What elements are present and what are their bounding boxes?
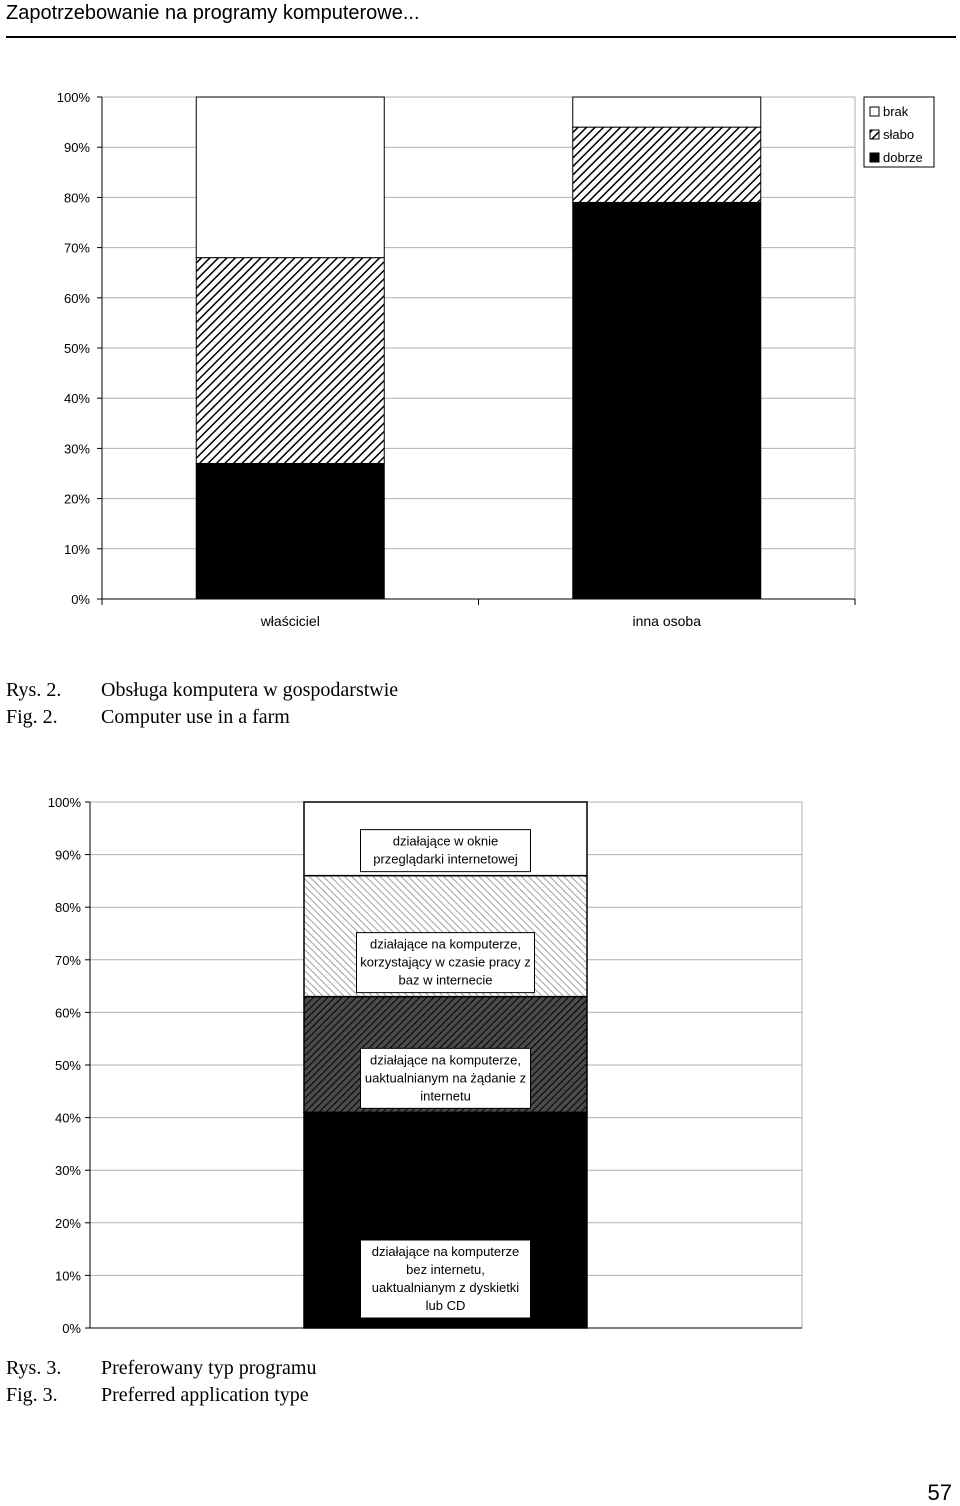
legend-swatch-brak	[870, 107, 879, 116]
chart-application-type	[0, 780, 960, 1340]
y-tick-label: 50%	[54, 1058, 81, 1073]
data-label-line: internetu	[420, 1088, 471, 1104]
y-tick-label: 60%	[63, 290, 90, 306]
y-tick-label: 70%	[63, 240, 90, 256]
y-tick-label: 10%	[63, 541, 90, 557]
bar-dobrze-1	[573, 202, 761, 599]
caption-label-en: Fig. 2.	[6, 706, 58, 728]
y-tick-label: 60%	[54, 1005, 81, 1021]
y-tick-label: 30%	[63, 441, 90, 457]
data-label-line: działające na komputerze	[371, 1244, 520, 1259]
chart-computer-use	[0, 0, 960, 650]
data-label-3	[361, 830, 531, 872]
y-tick-label: 100%	[56, 90, 90, 105]
y-tick-label: 20%	[63, 491, 90, 507]
y-tick-label: 50%	[63, 341, 90, 356]
data-label-line: działające w oknie	[392, 833, 499, 849]
legend-label: słabo	[883, 127, 915, 142]
running-header: Zapotrzebowanie na programy komputerowe...	[6, 2, 420, 24]
y-tick-label: 40%	[63, 391, 90, 407]
legend-label: dobrze	[883, 150, 923, 165]
data-label-line: uaktualnianym z dyskietki	[371, 1280, 520, 1295]
data-label-line: bez internetu,	[406, 1262, 485, 1277]
caption-label-pl: Rys. 2.	[6, 679, 62, 701]
y-tick-label: 20%	[54, 1215, 81, 1231]
y-tick-label: 100%	[47, 795, 81, 810]
y-tick-label: 0%	[62, 1321, 81, 1336]
x-category-label: inna osoba	[632, 613, 702, 629]
page-number: 57	[927, 1480, 952, 1505]
data-label-line: uaktualnianym na żądanie z	[364, 1070, 527, 1086]
data-label-line: korzystający w czasie pracy z	[360, 954, 531, 970]
legend-label: brak	[883, 104, 909, 119]
caption-text-pl: Obsługa komputera w gospodarstwie	[101, 679, 399, 701]
data-label-0	[361, 1240, 531, 1318]
legend-swatch-słabo	[870, 130, 879, 139]
y-tick-label: 40%	[54, 1110, 81, 1126]
bar-słabo-0	[196, 258, 384, 464]
y-tick-label: 80%	[63, 190, 90, 206]
caption-text-en: Preferred application type	[101, 1384, 309, 1406]
data-label-1	[361, 1048, 531, 1108]
caption-label-en: Fig. 3.	[6, 1384, 58, 1406]
y-tick-label: 90%	[63, 140, 90, 156]
legend-swatch-dobrze	[870, 153, 879, 162]
figure-3-caption	[6, 1355, 906, 1409]
data-label-line: działające na komputerze,	[369, 936, 522, 952]
y-tick-label: 80%	[54, 900, 81, 916]
data-label-line: działające na komputerze,	[369, 1052, 522, 1068]
x-category-label: właściciel	[260, 613, 320, 629]
caption-label-pl: Rys. 3.	[6, 1357, 62, 1379]
chart-legend	[864, 97, 934, 167]
data-label-2	[357, 933, 535, 993]
bar-brak-1	[573, 97, 761, 127]
caption-text-en: Computer use in a farm	[101, 706, 290, 728]
bar-słabo-1	[573, 127, 761, 202]
data-label-line: przeglądarki internetowej	[373, 851, 518, 867]
bar-dobrze-0	[196, 463, 384, 599]
y-tick-label: 0%	[71, 592, 90, 607]
y-tick-label: 90%	[54, 847, 81, 863]
data-label-line: lub CD	[425, 1298, 466, 1313]
y-tick-label: 30%	[54, 1163, 81, 1179]
y-tick-label: 10%	[54, 1268, 81, 1284]
bar-brak-0	[196, 97, 384, 258]
data-label-line: baz w internecie	[398, 972, 493, 988]
figure-2-caption	[6, 677, 906, 731]
y-tick-label: 70%	[54, 952, 81, 968]
caption-text-pl: Preferowany typ programu	[101, 1357, 317, 1379]
